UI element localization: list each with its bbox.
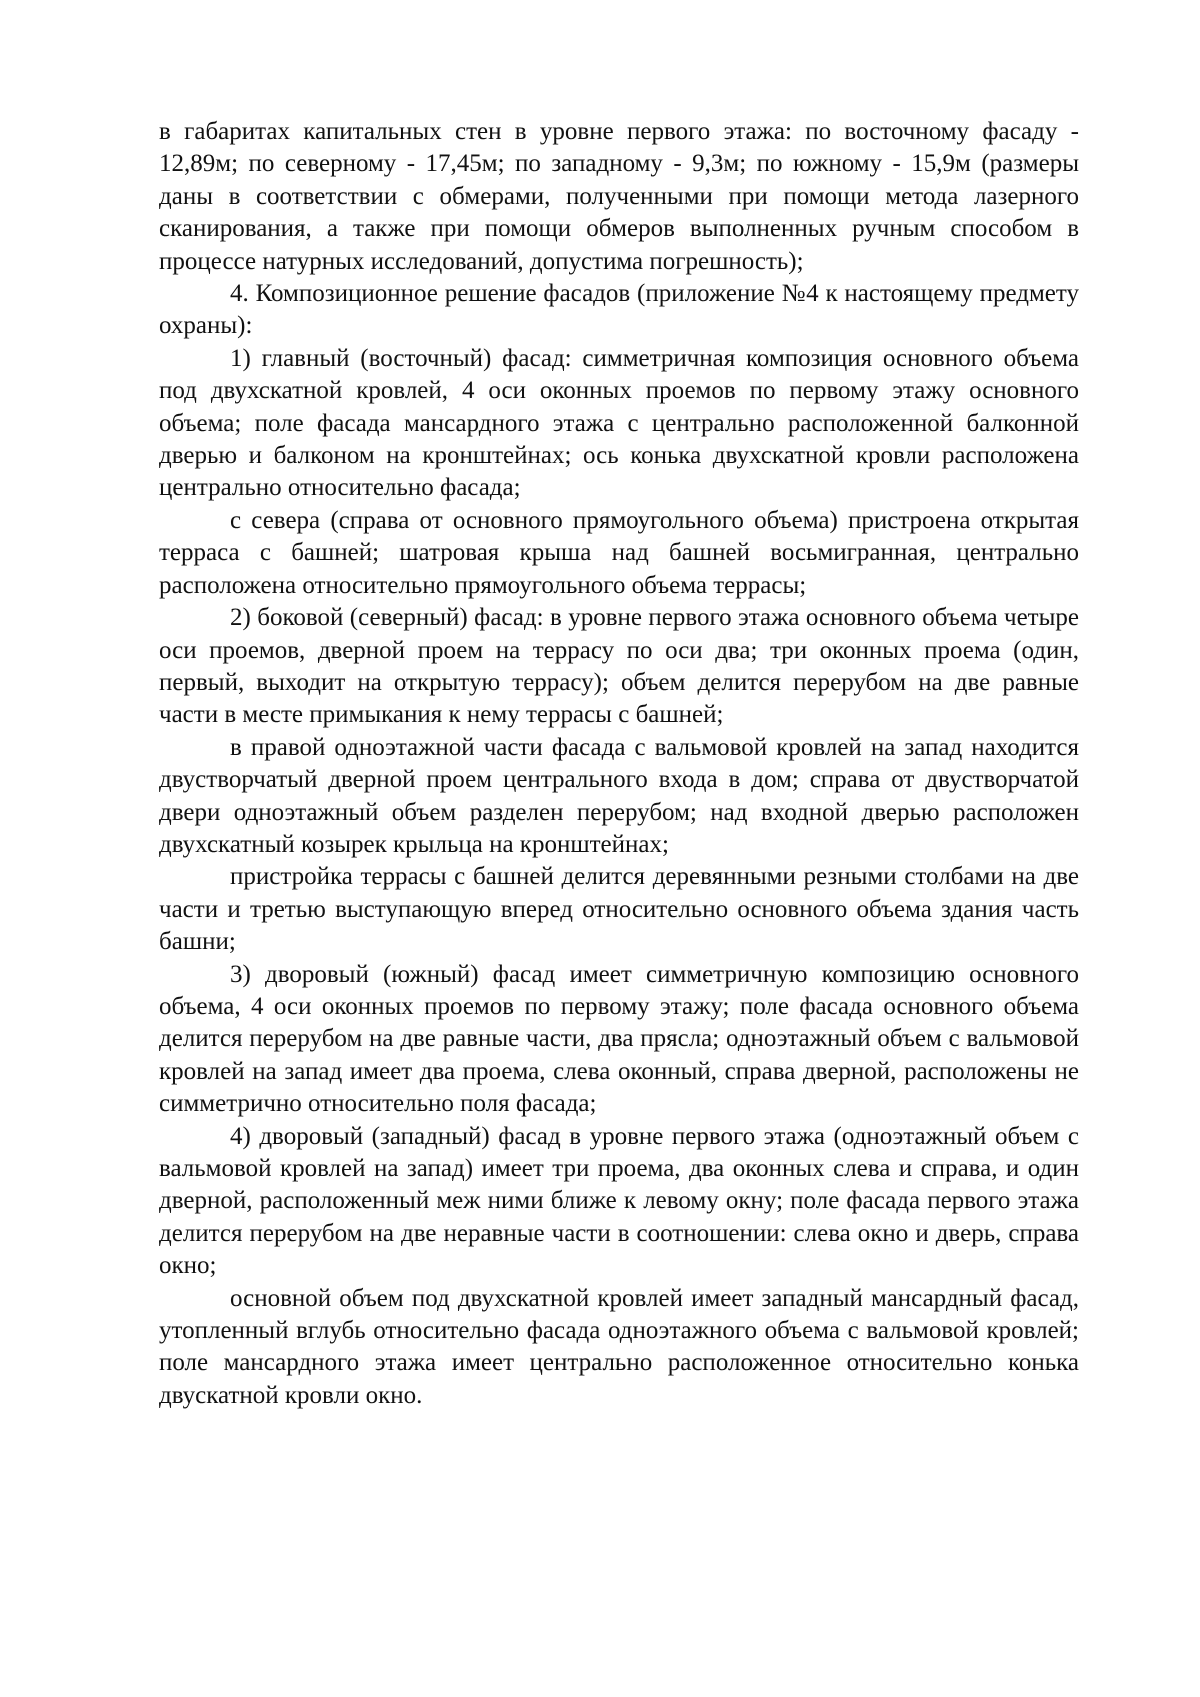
- paragraph-north-right-part: в правой одноэтажной части фасада с вальмовой кровлей на запад находится двустворчатый дверной проем центрального входа в дом; справа от двустворчатой двери одноэтажный объем разделен перерубом; над входной дверью расположен двухскатный козырек крыльца на кронштейнах;: [159, 733, 1079, 858]
- paragraph-main-volume-west: основной объем под двухскатной кровлей имеет западный мансардный фасад, утопленный вглубь относительно фасада одноэтажного объема с вальмовой кровлей; поле мансардного этажа имеет центрально расположенное относительно конька двускатной кровли окно.: [159, 1284, 1079, 1409]
- paragraph-section-4-heading: 4. Композиционное решение фасадов (приложение №4 к настоящему предмету охраны):: [159, 280, 1079, 340]
- paragraph-terrace-tower: с севера (справа от основного прямоугольного объема) пристроена открытая терраса с башней; шатровая крыша над башней восьмигранная, центрально расположена относительно прямоугольного объема террасы;: [159, 506, 1079, 599]
- document-body: [159, 116, 1079, 1412]
- paragraph-north-facade: 2) боковой (северный) фасад: в уровне первого этажа основного объема четыре оси проемов, дверной проем на террасу по оси два; три оконных проема (один, первый, выходит на открытую террасу); объем делится перерубом на две равные части в месте примыкания к нему террасы с башней;: [159, 604, 1079, 729]
- paragraph-east-facade: 1) главный (восточный) фасад: симметричная композиция основного объема под двухскатной кровлей, 4 оси оконных проемов по первому этажу основного объема; поле фасада мансардного этажа с центрально расположенной балконной дверью и балконом на кронштейнах; ось конька двухскатной кровли расположена центрально относительно фасада;: [159, 344, 1079, 502]
- paragraph-south-facade: 3) дворовый (южный) фасад имеет симметричную композицию основного объема, 4 оси оконных проемов по первому этажу; поле фасада основного объема делится перерубом на две равные части, два прясла; одноэтажный объем с вальмовой кровлей на запад имеет два проема, слева оконный, справа дверной, расположены не симметрично относительно поля фасада;: [159, 960, 1079, 1118]
- paragraph-west-facade: 4) дворовый (западный) фасад в уровне первого этажа (одноэтажный объем с вальмовой кровлей на запад) имеет три проема, два оконных слева и справа, и один дверной, расположенный меж ними ближе к левому окну; поле фасада первого этажа делится перерубом на две неравные части в соотношении: слева окно и дверь, справа окно;: [159, 1122, 1079, 1280]
- paragraph-terrace-annex: пристройка террасы с башней делится деревянными резными столбами на две части и третью выступающую вперед относительно основного объема здания часть башни;: [159, 863, 1079, 956]
- paragraph-dimensions: в габаритах капитальных стен в уровне первого этажа: по восточному фасаду - 12,89м; по северному - 17,45м; по западному - 9,3м; по южному - 15,9м (размеры даны в соответствии с обмерами, полученными при помощи метода лазерного сканирования, а также при помощи обмеров выполненных ручным способом в процессе натурных исследований, допустима погрешность);: [159, 118, 1079, 275]
